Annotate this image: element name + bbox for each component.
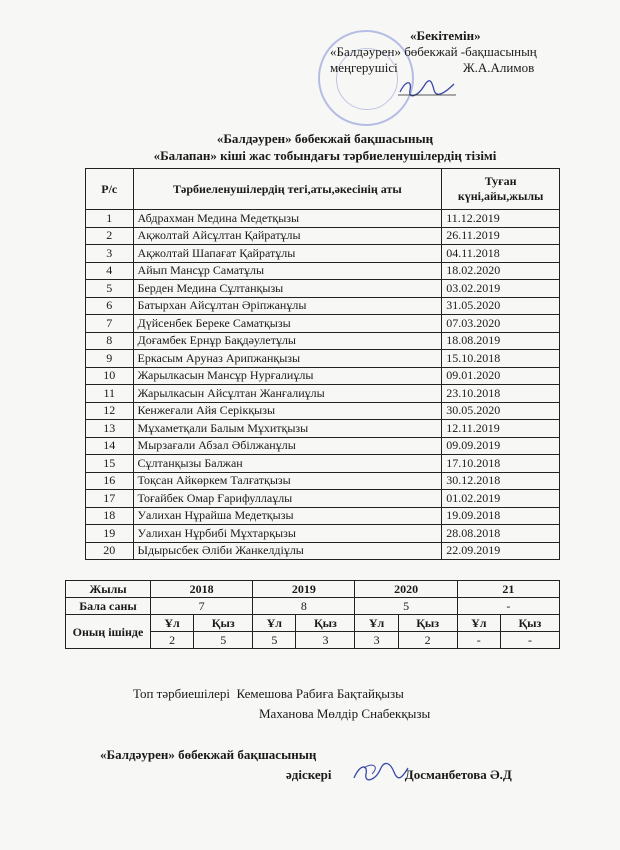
table-row (86, 367, 560, 385)
birth-date: 01.02.2019 (442, 490, 560, 508)
row-number: 19 (86, 525, 134, 543)
title-line-1: «Балдәурен» бөбекжай бақшасының (216, 131, 434, 146)
birth-date: 28.08.2018 (442, 525, 560, 543)
document-title (110, 130, 540, 164)
table-row (86, 262, 560, 280)
year-cell: 2020 (355, 581, 457, 598)
birth-date: 07.03.2020 (442, 315, 560, 333)
child-name: Жарылкасын Мансұр Нурғалиұлы (133, 367, 442, 385)
girl-label: Қыз (194, 615, 253, 632)
table-row (86, 385, 560, 403)
boy-count: 3 (355, 632, 398, 649)
row-number: 4 (86, 262, 134, 280)
row-number: 16 (86, 472, 134, 490)
table-row (86, 437, 560, 455)
count-cell: 5 (355, 598, 457, 615)
row-number: 12 (86, 402, 134, 420)
approval-title: «Бекітемін» (410, 28, 481, 43)
stats-count-row (66, 598, 560, 615)
approval-role: меңгерушісі (330, 60, 398, 75)
child-name: Доғамбек Ернұр Бақдәулетұлы (133, 332, 442, 350)
girl-count: 3 (296, 632, 355, 649)
child-name: Абдрахман Медина Медетқызы (133, 210, 442, 228)
birth-date: 09.01.2020 (442, 367, 560, 385)
row-number: 20 (86, 542, 134, 560)
table-row (86, 245, 560, 263)
row-number: 15 (86, 455, 134, 473)
birth-date: 11.12.2019 (442, 210, 560, 228)
approval-organization: «Балдәурен» бөбекжай -бақшасының (330, 44, 537, 59)
year-cell: 21 (457, 581, 559, 598)
table-row (86, 280, 560, 298)
boy-label: Ұл (151, 615, 194, 632)
girl-count: 5 (194, 632, 253, 649)
methodist-block (100, 745, 560, 785)
child-name: Айып Мансұр Саматұлы (133, 262, 442, 280)
table-row (86, 315, 560, 333)
table-header-row (86, 169, 560, 210)
stats-table (65, 580, 560, 649)
girl-label: Қыз (500, 615, 559, 632)
child-name: Уалихан Нұрайша Медетқызы (133, 507, 442, 525)
table-row (86, 332, 560, 350)
birth-date: 17.10.2018 (442, 455, 560, 473)
table-row (86, 455, 560, 473)
birth-date: 19.09.2018 (442, 507, 560, 525)
table-row (86, 227, 560, 245)
boy-count: 5 (253, 632, 296, 649)
birth-date: 15.10.2018 (442, 350, 560, 368)
table-row (86, 210, 560, 228)
table-row (86, 420, 560, 438)
count-cell: - (457, 598, 559, 615)
birth-date: 22.09.2019 (442, 542, 560, 560)
year-cell: 2019 (253, 581, 355, 598)
child-name: Мұхаметқали Балым Мұхитқызы (133, 420, 442, 438)
table-row (86, 525, 560, 543)
child-name: Еркасым Аруназ Арипжанқызы (133, 350, 442, 368)
birth-date: 09.09.2019 (442, 437, 560, 455)
row-number: 6 (86, 297, 134, 315)
year-cell: 2018 (151, 581, 253, 598)
row-number: 3 (86, 245, 134, 263)
birth-date: 18.08.2019 (442, 332, 560, 350)
header-birthdate: Туған күні,айы,жылы (442, 169, 560, 210)
header-number: Р/с (86, 169, 134, 210)
child-name: Жарылкасын Айсұлтан Жанғалиұлы (133, 385, 442, 403)
methodist-role: әдіскері (286, 767, 332, 782)
child-name: Дүйсенбек Береке Саматқызы (133, 315, 442, 333)
methodist-name: Досманбетова Ә.Д (404, 767, 512, 782)
director-signature (398, 78, 456, 98)
row-number: 14 (86, 437, 134, 455)
teachers-label: Топ тәрбиешілері (133, 686, 230, 701)
count-cell: 8 (253, 598, 355, 615)
row-number: 17 (86, 490, 134, 508)
row-number: 11 (86, 385, 134, 403)
approval-name: Ж.А.Алимов (462, 60, 535, 75)
row-number: 13 (86, 420, 134, 438)
row-number: 9 (86, 350, 134, 368)
row-number: 10 (86, 367, 134, 385)
children-table (85, 168, 560, 560)
boy-label: Ұл (355, 615, 398, 632)
table-row (86, 490, 560, 508)
of-which-label: Оның ішінде (66, 615, 151, 649)
teachers-block (133, 684, 430, 724)
child-name: Сұлтанқызы Балжан (133, 455, 442, 473)
girl-count: 2 (398, 632, 457, 649)
methodist-organization: «Балдәурен» бөбекжай бақшасының (100, 747, 317, 762)
table-row (86, 350, 560, 368)
row-number: 5 (86, 280, 134, 298)
girl-count: - (500, 632, 559, 649)
girl-label: Қыз (296, 615, 355, 632)
birth-date: 26.11.2019 (442, 227, 560, 245)
birth-date: 18.02.2020 (442, 262, 560, 280)
child-name: Ыдырысбек Әліби Жанкелдіұлы (133, 542, 442, 560)
header-name: Тәрбиеленушілердің тегі,аты,әкесінің аты (133, 169, 442, 210)
child-name: Мырзағали Абзал Әбілжанұлы (133, 437, 442, 455)
child-name: Кенжеғали Айя Серікқызы (133, 402, 442, 420)
birth-date: 30.12.2018 (442, 472, 560, 490)
approval-signer (300, 60, 600, 76)
stats-gender-label-row (66, 615, 560, 632)
birth-date: 23.10.2018 (442, 385, 560, 403)
row-number: 1 (86, 210, 134, 228)
teacher-name: Кемешова Рабиға Бақтайқызы (236, 686, 404, 701)
approval-block (300, 28, 600, 76)
child-name: Тоқсан Айкөркем Талғатқызы (133, 472, 442, 490)
child-name: Ақжолтай Шапағат Қайратұлы (133, 245, 442, 263)
title-line-2: «Балапан» кіші жас тобындағы тәрбиеленушілердің тізімі (153, 148, 497, 163)
girl-label: Қыз (398, 615, 457, 632)
child-name: Берден Медина Сұлтанқызы (133, 280, 442, 298)
child-name: Батырхан Айсұлтан Әріпжанұлы (133, 297, 442, 315)
birth-date: 12.11.2019 (442, 420, 560, 438)
birth-date: 30.05.2020 (442, 402, 560, 420)
row-number: 7 (86, 315, 134, 333)
table-row (86, 402, 560, 420)
boy-label: Ұл (253, 615, 296, 632)
row-number: 8 (86, 332, 134, 350)
table-row (86, 542, 560, 560)
birth-date: 03.02.2019 (442, 280, 560, 298)
table-row (86, 507, 560, 525)
years-label: Жылы (66, 581, 151, 598)
boy-label: Ұл (457, 615, 500, 632)
count-label: Бала саны (66, 598, 151, 615)
table-row (86, 472, 560, 490)
child-name: Ақжолтай Айсұлтан Қайратұлы (133, 227, 442, 245)
stats-years-row (66, 581, 560, 598)
birth-date: 31.05.2020 (442, 297, 560, 315)
count-cell: 7 (151, 598, 253, 615)
child-name: Тоғайбек Омар Ғарифуллаұлы (133, 490, 442, 508)
boy-count: 2 (151, 632, 194, 649)
birth-date: 04.11.2018 (442, 245, 560, 263)
row-number: 2 (86, 227, 134, 245)
table-row (86, 297, 560, 315)
child-name: Уалихан Нұрбибі Мұхтарқызы (133, 525, 442, 543)
boy-count: - (457, 632, 500, 649)
row-number: 18 (86, 507, 134, 525)
teacher-name: Маханова Мөлдір Снабекқызы (259, 706, 431, 721)
